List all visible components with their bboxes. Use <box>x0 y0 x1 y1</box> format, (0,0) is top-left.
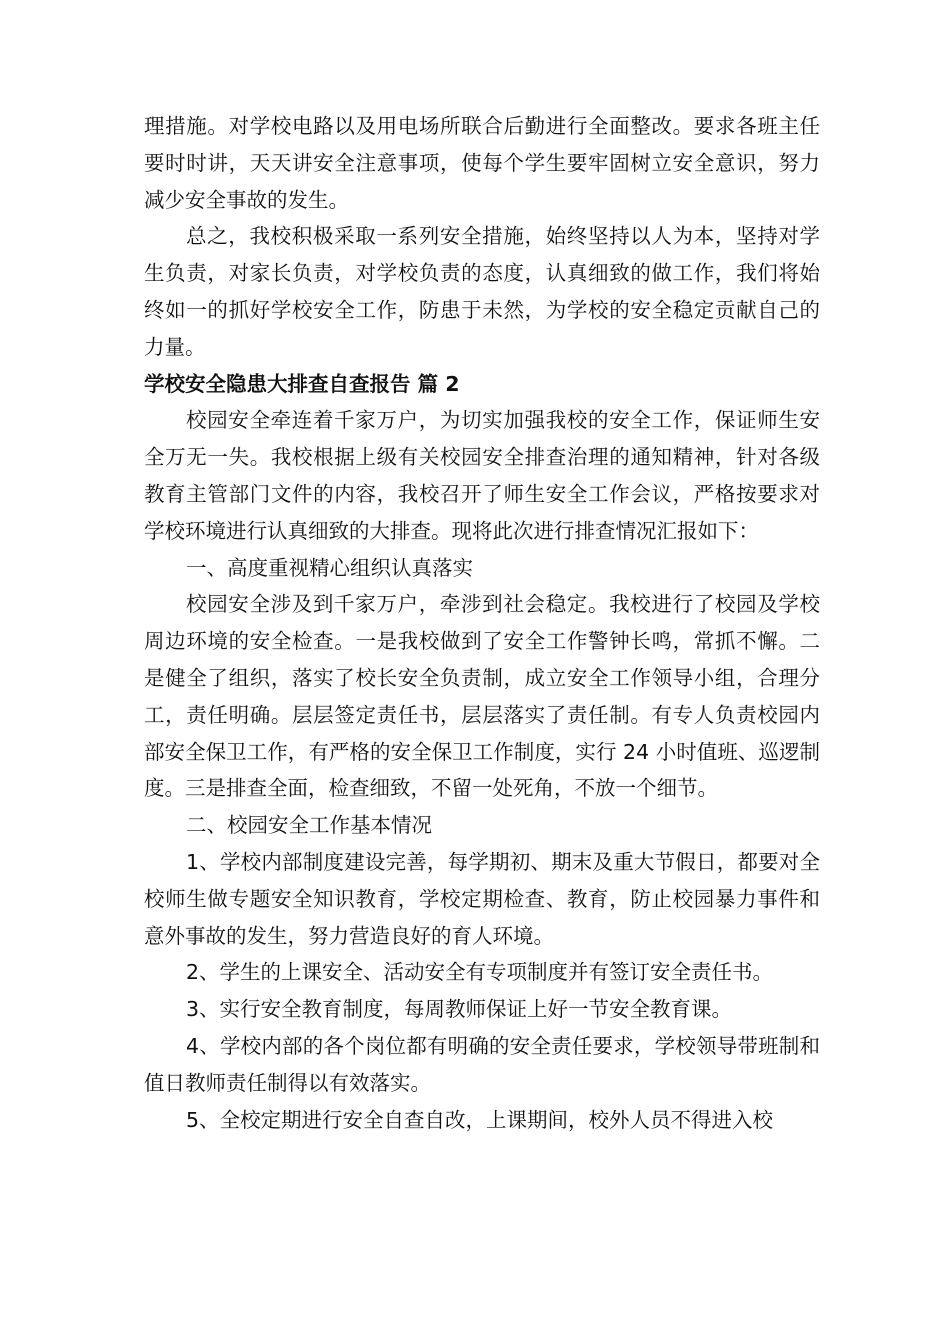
list-item-5: 5、全校定期进行安全自查自改，上课期间，校外人员不得进入校 <box>186 1107 774 1132</box>
list-item-2: 2、学生的上课安全、活动安全有专项制度并有签订安全责任书。 <box>186 960 774 985</box>
paragraph-1: 理措施。对学校电路以及用电场所联合后勤进行全面整改。要求各班主任要时时讲，天天讲安全注意事项，使每个学生要牢固树立安全意识，努力减少安全事故的发生。 <box>144 114 820 212</box>
subheading-2: 二、校园安全工作基本情况 <box>186 813 432 838</box>
paragraph-2: 总之，我校积极采取一系列安全措施，始终坚持以人为本，坚持对学生负责，对家长负责，对学校负责的态度，认真细致的做工作，我们将始终如一的抓好学校安全工作，防患于未然，为学校的安全稳定贡献自己的力量。 <box>144 224 820 359</box>
document-body <box>144 108 820 1138</box>
list-item-4: 4、学校内部的各个岗位都有明确的安全责任要求，学校领导带班制和值日教师责任制得以有效落实。 <box>144 1033 820 1095</box>
paragraph-4: 校园安全涉及到千家万户，牵涉到社会稳定。我校进行了校园及学校周边环境的安全检查。一是我校做到了安全工作警钟长鸣，常抓不懈。二是健全了组织，落实了校长安全负责制，成立安全工作领导小组，合理分工，责任明确。层层签定责任书，层层落实了责任制。有专人负责校园内部安全保卫工作，有严格的安全保卫工作制度，实行 24 小时值班、巡逻制度。三是排查全面，检查细致，不留一处死角，不放一个细节。 <box>144 592 820 801</box>
paragraph-3: 校园安全牵连着千家万户，为切实加强我校的安全工作，保证师生安全万无一失。我校根据上级有关校园安全排查治理的通知精神，针对各级教育主管部门文件的内容，我校召开了师生安全工作会议，严格按要求对学校环境进行认真细致的大排查。现将此次进行排查情况汇报如下： <box>144 408 820 543</box>
section-heading: 学校安全隐患大排查自查报告 篇 2 <box>144 371 460 396</box>
subheading-1: 一、高度重视精心组织认真落实 <box>186 555 473 580</box>
list-item-1: 1、学校内部制度建设完善，每学期初、期末及重大节假日，都要对全校师生做专题安全知识教育，学校定期检查、教育，防止校园暴力事件和意外事故的发生，努力营造良好的育人环境。 <box>144 849 820 948</box>
list-item-3: 3、实行安全教育制度，每周教师保证上好一节安全教育课。 <box>186 997 733 1022</box>
